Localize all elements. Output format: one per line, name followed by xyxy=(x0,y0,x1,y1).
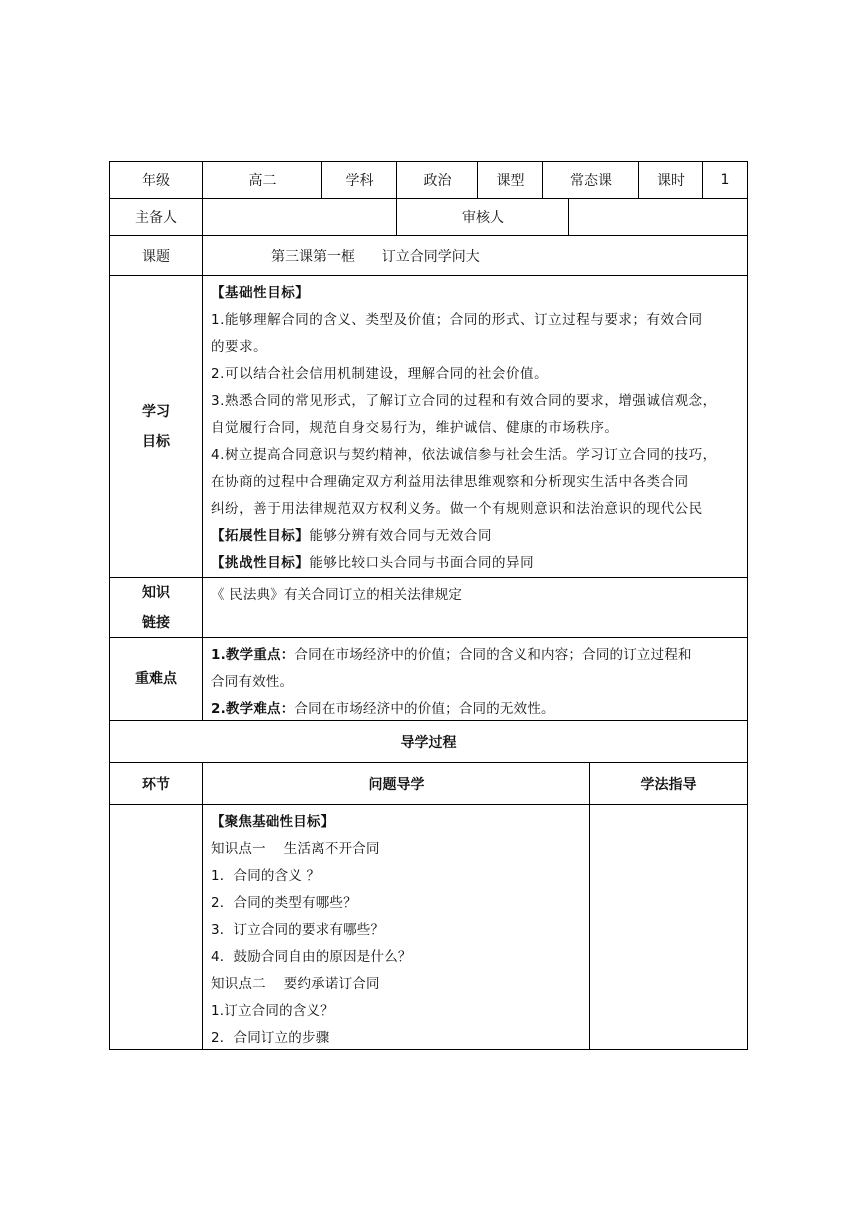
period-value: 1 xyxy=(702,162,747,198)
teaching-focus-text: 合同在市场经济中的价值；合同的含义和内容；合同的订立过程和 xyxy=(294,647,692,663)
questions-header: 问题导学 xyxy=(202,763,590,804)
staff-row xyxy=(109,199,748,236)
objectives-label-line: 学习 xyxy=(142,403,170,420)
type-value: 常态课 xyxy=(542,162,639,198)
lesson-plan-table xyxy=(109,161,748,1050)
objective-line: 在协商的过程中合理确定双方利益用法律思维观察和分析现实生活中各类合同 xyxy=(211,474,689,490)
question-item: 1．合同的含义 ？ xyxy=(211,868,321,884)
extended-objective-text: 能够分辨有效合同与无效合同 xyxy=(309,528,493,544)
info-row xyxy=(109,161,748,199)
teaching-difficulty xyxy=(211,696,741,723)
grade-label: 年级 xyxy=(142,173,170,189)
objective-line: 1.能够理解合同的含义、类型及价值；合同的形式、订立过程与要求；有效合同 xyxy=(211,312,703,328)
teaching-focus-label: 1.教学重点： xyxy=(211,647,295,663)
teaching-difficulty-text: 合同在市场经济中的价值；合同的无效性。 xyxy=(294,701,555,717)
stage-cell xyxy=(110,805,202,1049)
question-item: 2．合同的类型有哪些？ xyxy=(211,895,357,911)
objective-line: 3.熟悉合同的常见形式，了解订立合同的过程和有效合同的要求，增强诚信观念， xyxy=(211,393,717,409)
subject-label: 学科 xyxy=(321,162,397,198)
key-points-label xyxy=(110,638,202,720)
knowledge-row xyxy=(109,578,748,638)
objective-line: 的要求。 xyxy=(211,339,268,355)
topic-label: 课题 xyxy=(142,248,170,265)
knowledge-label-line: 链接 xyxy=(142,614,170,631)
question-item: 3．订立合同的要求有哪些？ xyxy=(211,922,385,938)
objective-line: 纠纷，善于用法律规范双方权利义务。做一个有规则意识和法治意识的现代公民 xyxy=(211,501,703,517)
key-points-content xyxy=(202,638,747,720)
type-label: 课型 xyxy=(477,162,543,198)
period-label: 课时 xyxy=(638,162,703,198)
objective-line: 自觉履行合同，规范自身交易行为，维护诚信、健康的市场秩序。 xyxy=(211,420,619,436)
question-item: 2．合同订立的步骤 xyxy=(211,1030,330,1046)
objectives-row xyxy=(109,276,748,578)
objective-line: 2.可以结合社会信用机制建设，理解合同的社会价值。 xyxy=(211,366,549,382)
stage-header: 环节 xyxy=(142,776,170,793)
topic-value: 第三课第一框 订立合同学问大 xyxy=(202,236,747,275)
process-title-row xyxy=(109,721,748,763)
objectives-label-line: 目标 xyxy=(142,433,170,450)
challenge-objective-text: 能够比较口头合同与书面合同的异同 xyxy=(309,555,535,571)
extended-objective-label: 【拓展性目标】 xyxy=(211,528,310,544)
teaching-difficulty-label: 2.教学难点： xyxy=(211,701,295,717)
guidance-header: 学法指导 xyxy=(589,763,747,804)
process-title: 导学过程 xyxy=(400,734,457,751)
basic-objective-heading: 【基础性目标】 xyxy=(211,285,310,301)
subject-value: 政治 xyxy=(396,162,478,198)
topic-row xyxy=(109,236,748,276)
key-points-row xyxy=(109,638,748,721)
grade-value: 高二 xyxy=(202,162,322,198)
knowledge-text: 《 民法典》有关合同订立的相关法律规定 xyxy=(211,587,463,603)
question-item: 4．鼓励合同自由的原因是什么？ xyxy=(211,949,412,965)
guidance-cell xyxy=(589,805,747,1049)
preparer-value xyxy=(202,199,397,235)
challenge-objective xyxy=(211,550,741,577)
knowledge-point-2: 知识点二 要约承诺订合同 xyxy=(211,976,380,992)
reviewer-label: 审核人 xyxy=(396,199,569,235)
knowledge-label xyxy=(110,578,202,637)
process-content-row xyxy=(109,805,748,1050)
objective-line: 4.树立提高合同意识与契约精神，依法诚信参与社会生活。学习订立合同的技巧， xyxy=(211,447,717,463)
objectives-content xyxy=(202,276,747,577)
key-points-label-text: 重难点 xyxy=(135,671,177,687)
focus-basic-heading: 【聚焦基础性目标】 xyxy=(211,814,335,830)
challenge-objective-label: 【挑战性目标】 xyxy=(211,555,310,571)
extended-objective xyxy=(211,523,741,550)
teaching-focus xyxy=(211,642,741,669)
knowledge-label-line: 知识 xyxy=(142,584,170,601)
questions-cell xyxy=(202,805,589,1049)
question-item: 1.订立合同的含义？ xyxy=(211,1003,334,1019)
teaching-focus-cont: 合同有效性。 xyxy=(211,674,294,690)
process-header-row xyxy=(109,763,748,805)
knowledge-point-1: 知识点一 生活离不开合同 xyxy=(211,841,380,857)
reviewer-value xyxy=(568,199,747,235)
knowledge-content xyxy=(202,578,747,637)
objectives-label xyxy=(110,276,202,577)
preparer-label: 主备人 xyxy=(135,210,177,226)
